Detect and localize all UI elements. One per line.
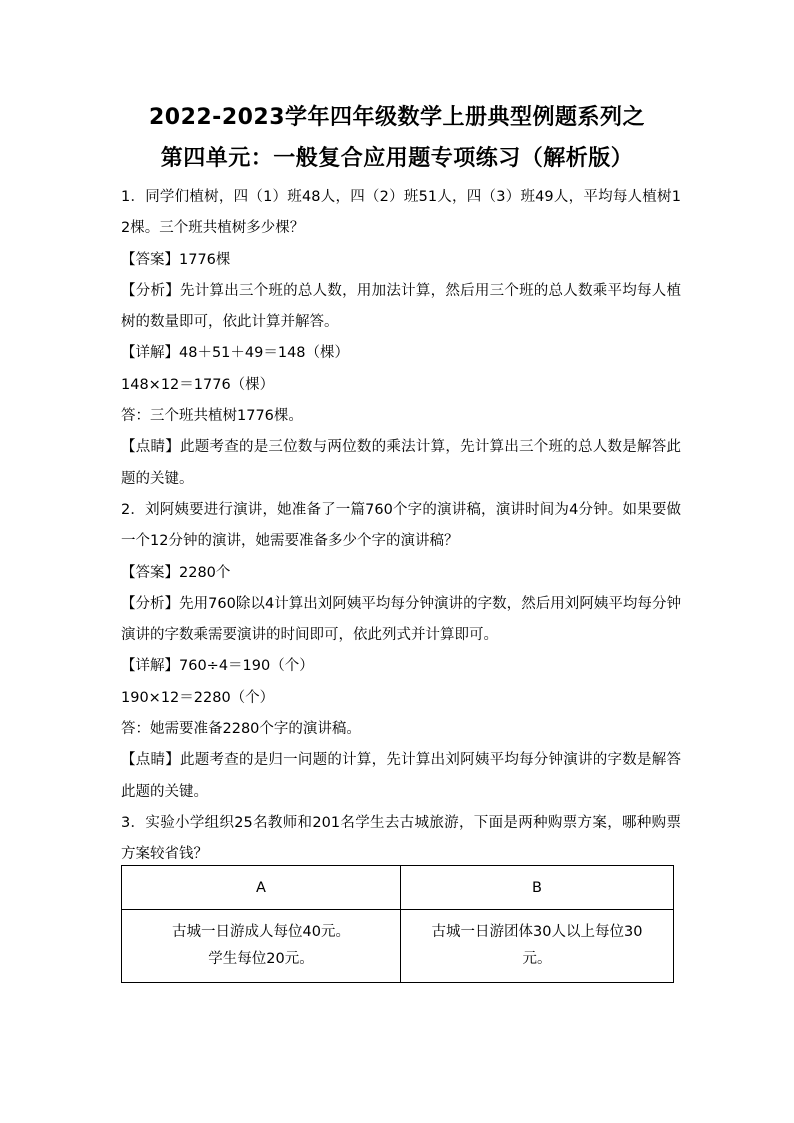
plan-b-header: B: [401, 866, 674, 910]
question-2-answer: 【答案】2280个: [121, 564, 231, 581]
question-1-reply: 答：三个班共植树1776棵。: [121, 408, 303, 425]
question-2-text: 2．刘阿姨要进行演讲，她准备了一篇760个字的演讲稿，演讲时间为4分钟。如果要做一个12分钟的演讲，她需要准备多少个字的演讲稿？: [121, 501, 681, 550]
plan-a-header: A: [122, 866, 401, 910]
question-2-detail-step1: 【详解】760÷4＝190（个）: [121, 658, 314, 675]
question-1-detail-step2: 148×12＝1776（棵）: [121, 376, 275, 393]
question-2-detail-step2: 190×12＝2280（个）: [121, 689, 275, 706]
plan-a-line2: 学生每位20元。: [208, 951, 314, 967]
question-2-analysis: 【分析】先用760除以4计算出刘阿姨平均每分钟演讲的字数，然后用刘阿姨平均每分钟演讲的字数乘需要演讲的时间即可，依此列式并计算即可。: [121, 595, 681, 644]
table-header-row: [122, 866, 674, 910]
document-title-line2: 第四单元：一般复合应用题专项练习（解析版）: [160, 146, 634, 171]
question-2-comment: 【点睛】此题考查的是归一问题的计算，先计算出刘阿姨平均每分钟演讲的字数是解答此题的关键。: [121, 752, 681, 800]
table-row: [122, 910, 674, 983]
question-2-reply: 答：她需要准备2280个字的演讲稿。: [121, 721, 361, 738]
ticket-plan-table: [121, 865, 674, 983]
question-1-comment: 【点睛】此题考查的是三位数与两位数的乘法计算，先计算出三个班的总人数是解答此题的关键。: [121, 439, 681, 487]
plan-b-cell: [401, 910, 674, 983]
plan-a-cell: [122, 910, 401, 983]
plan-b-line1: 古城一日游团体30人以上每位30: [431, 924, 643, 940]
plan-b-line2: 元。: [522, 951, 552, 967]
question-1-answer: 【答案】1776棵: [121, 251, 231, 268]
question-3-text: 3．实验小学组织25名教师和201名学生去古城旅游，下面是两种购票方案，哪种购票方案较省钱？: [121, 814, 681, 863]
document-title-line1: 2022-2023学年四年级数学上册典型例题系列之: [148, 105, 646, 130]
question-1-text: 1．同学们植树，四（1）班48人，四（2）班51人，四（3）班49人，平均每人植树12棵。三个班共植树多少棵？: [121, 189, 681, 237]
document-body: [121, 182, 681, 871]
question-1-analysis: 【分析】先计算出三个班的总人数，用加法计算，然后用三个班的总人数乘平均每人植树的数量即可，依此计算并解答。: [121, 282, 681, 331]
question-1-detail-step1: 【详解】48＋51＋49＝148（棵）: [121, 345, 350, 362]
plan-a-line1: 古城一日游成人每位40元。: [172, 924, 350, 940]
